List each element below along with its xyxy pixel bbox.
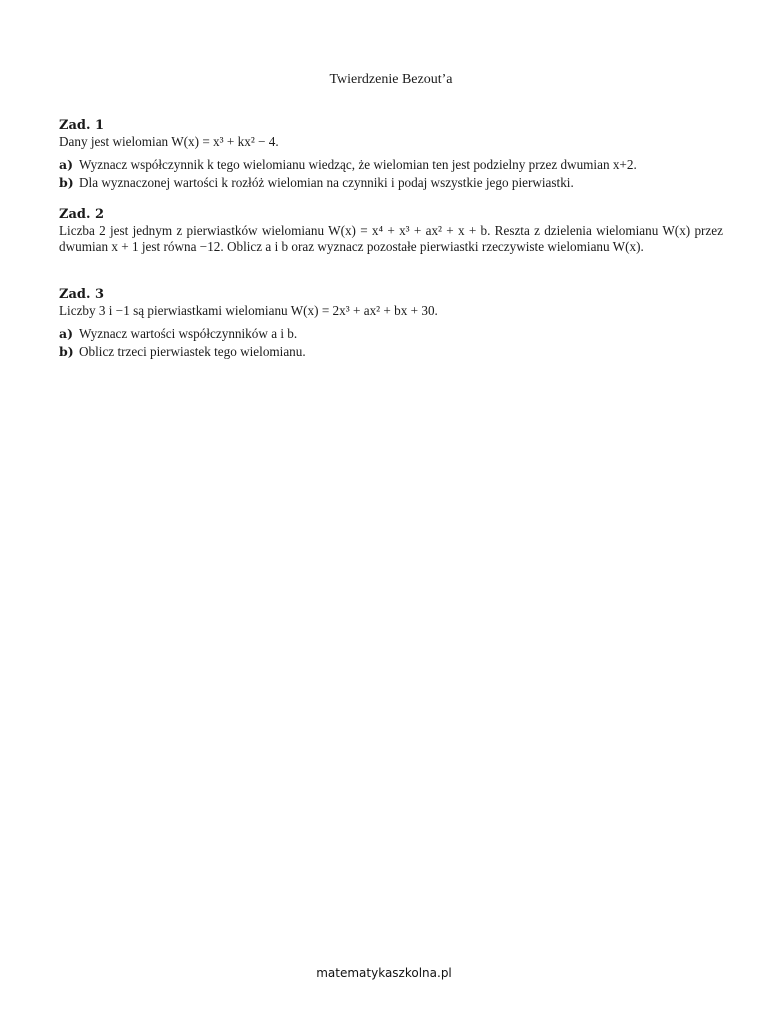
task-1-subtask-a <box>59 156 723 174</box>
subtask-text: Oblicz trzeci pierwiastek tego wielomianu. <box>79 344 306 359</box>
footer-site-link[interactable]: matematykaszkolna.pl <box>316 966 452 980</box>
subtask-letter: b) <box>59 175 74 190</box>
subtask-text: Wyznacz współczynnik k tego wielomianu wiedząc, że wielomian ten jest podzielny przez dwumian x+2. <box>79 157 637 172</box>
task-2-heading: Zad. 2 <box>59 207 105 222</box>
task-1-subtasks <box>59 156 723 192</box>
task-3-text: Liczby 3 i −1 są pierwiastkami wielomianu W(x) = 2x³ + ax² + bx + 30. <box>59 303 438 318</box>
subtask-letter: b) <box>59 344 74 359</box>
task-2-text: Liczba 2 jest jednym z pierwiastków wielomianu W(x) = x⁴ + x³ + ax² + x + b. Reszta z dzielenia wielomianu W(x) przez dwumian x + 1 jest równa −12. Oblicz a i b oraz wyznacz pozostałe pierwiastki rzeczywiste wielomianu W(x). <box>59 223 723 254</box>
task-1-text: Dany jest wielomian W(x) = x³ + kx² − 4. <box>59 134 279 149</box>
subtask-letter: a) <box>59 326 74 341</box>
task-1-subtask-b <box>59 174 723 192</box>
task-3-heading: Zad. 3 <box>59 287 105 302</box>
page-title: Twierdzenie Bezout’a <box>329 72 453 87</box>
task-3-subtask-a <box>59 325 723 343</box>
task-2 <box>59 206 723 255</box>
task-3-subtasks <box>59 325 723 361</box>
subtask-text: Wyznacz wartości współczynników a i b. <box>79 326 298 341</box>
document-page <box>59 0 723 1024</box>
task-3 <box>59 286 723 361</box>
task-3-subtask-b <box>59 343 723 361</box>
subtask-letter: a) <box>59 157 74 172</box>
subtask-text: Dla wyznaczonej wartości k rozłóż wielomian na czynniki i podaj wszystkie jego pierwiastki. <box>79 175 574 190</box>
task-1-heading: Zad. 1 <box>59 118 105 133</box>
task-1 <box>59 117 723 192</box>
